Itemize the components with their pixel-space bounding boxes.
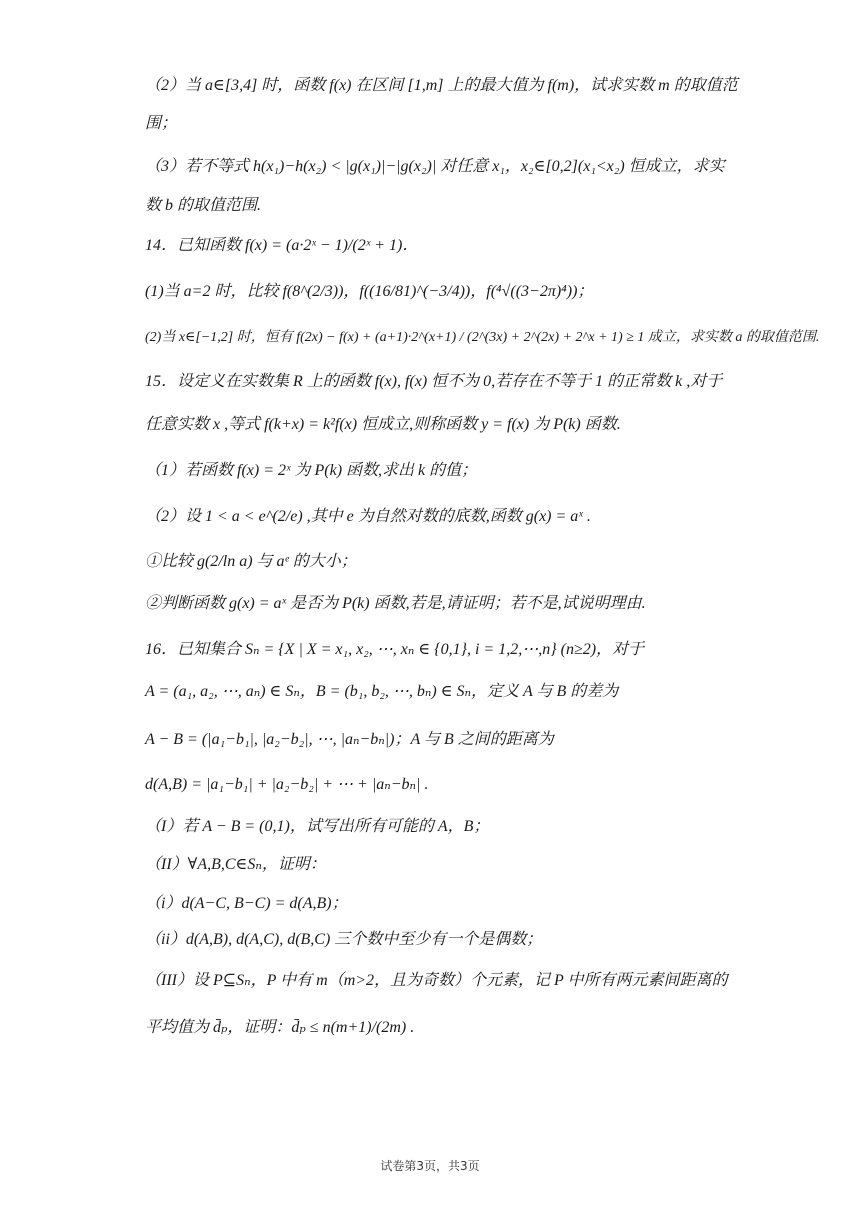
text-line: 围；: [145, 115, 178, 132]
page-footer: 试卷第3页，共3页: [380, 1159, 480, 1173]
text-line: （II）∀A,B,C∈Sₙ，证明：: [145, 856, 326, 873]
text-line: ②判断函数 g(x) = aˣ 是否为 P(k) 函数,若是,请证明；若不是,试说明理由.: [145, 595, 646, 612]
text-line: 数 b 的取值范围.: [145, 197, 262, 214]
text-line: (1)当 a=2 时，比较 f(8^(2/3))，f((16/81)^(−3/4))，f(⁴√((3−2π)⁴))；: [145, 283, 594, 300]
text-line: ①比较 g(2/ln a) 与 aᵉ 的大小；: [145, 553, 357, 570]
text-line: (2)当 x∈[−1,2] 时，恒有 f(2x) − f(x) + (a+1)·2^(x+1) / (2^(3x) + 2^(2x) + 2^x + 1) ≥ 1 成立，求实数 a 的取值范围.: [145, 330, 820, 345]
text-line: 任意实数 x ,等式 f(k+x) = k²f(x) 恒成立,则称函数 y = f(x) 为 P(k) 函数.: [145, 416, 621, 433]
text-line: （i）d(A−C, B−C) = d(A,B)；: [145, 895, 348, 912]
text-line: （1）若函数 f(x) = 2ˣ 为 P(k) 函数,求出 k 的值；: [145, 462, 478, 479]
text-line: （ii）d(A,B), d(A,C), d(B,C) 三个数中至少有一个是偶数；: [145, 931, 543, 948]
text-line: （2）设 1 < a < e^(2/e) ,其中 e 为自然对数的底数,函数 g(x) = aˣ .: [145, 508, 591, 525]
text-line: （I）若 A − B = (0,1)，试写出所有可能的 A，B；: [145, 818, 490, 835]
text-line: 15．设定义在实数集 R 上的函数 f(x), f(x) 恒不为 0,若存在不等于 1 的正常数 k ,对于: [145, 373, 723, 390]
text-line: （3）若不等式 h(x₁)−h(x₂) < |g(x₁)|−|g(x₂)| 对任意 x₁，x₂∈[0,2](x₁<x₂) 恒成立，求实: [145, 158, 725, 175]
text-line: 14．已知函数 f(x) = (a·2ˣ − 1)/(2ˣ + 1)．: [145, 237, 419, 254]
text-line: A = (a₁, a₂, ⋯, aₙ) ∈ Sₙ，B = (b₁, b₂, ⋯, bₙ) ∈ Sₙ，定义 A 与 B 的差为: [145, 683, 619, 700]
text-line: （2）当 a∈[3,4] 时，函数 f(x) 在区间 [1,m] 上的最大值为 f(m)，试求实数 m 的取值范: [145, 77, 738, 94]
text-line: 16．已知集合 Sₙ = {X | X = x₁, x₂, ⋯, xₙ ∈ {0,1}, i = 1,2,⋯,n} (n≥2)，对于: [145, 641, 645, 658]
text-line: A − B = (|a₁−b₁|, |a₂−b₂|, ⋯, |aₙ−bₙ|)；A 与 B 之间的距离为: [145, 731, 554, 748]
text-line: d(A,B) = |a₁−b₁| + |a₂−b₂| + ⋯ + |aₙ−bₙ| .: [145, 776, 429, 793]
text-line: （III）设 P⊆Sₙ，P 中有 m（m>2，且为奇数）个元素，记 P 中所有两元素间距离的: [145, 972, 728, 989]
text-line: 平均值为 d̄ₚ，证明：d̄ₚ ≤ n(m+1)/(2m) .: [145, 1019, 415, 1036]
